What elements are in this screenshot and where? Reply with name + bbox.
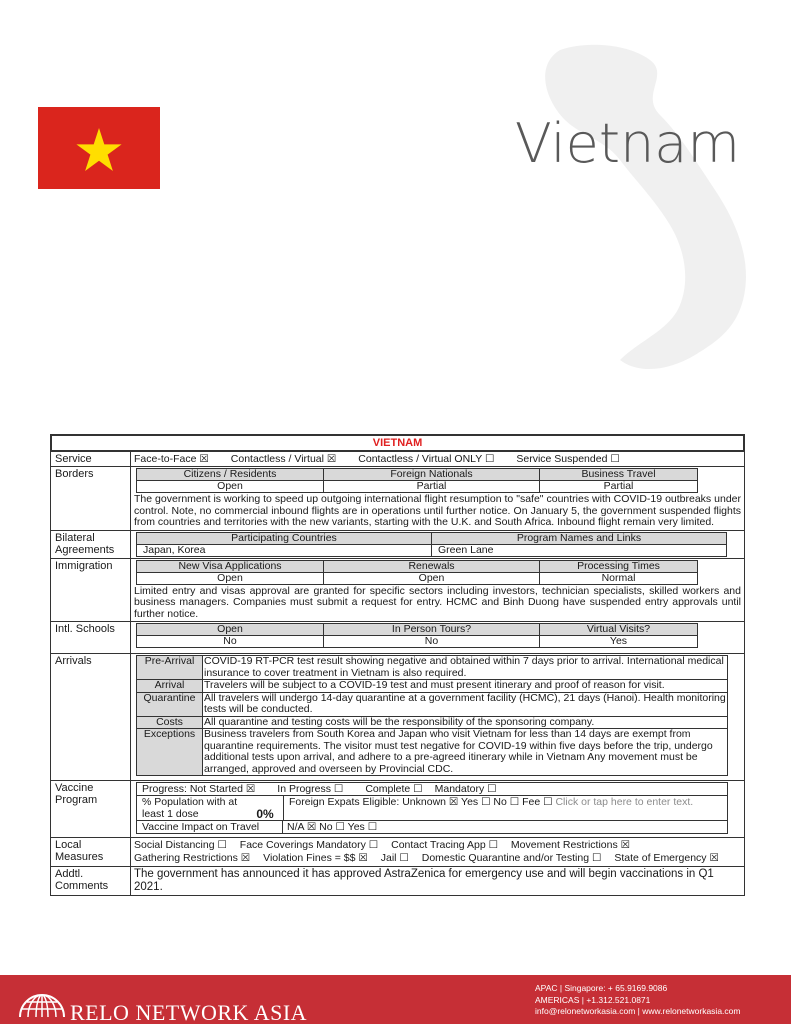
expats-eligibility[interactable]: Foreign Expats Eligible: Unknown ☒ Yes ☐ No ☐ Fee ☐ <box>289 796 553 808</box>
cell-value: Open <box>136 573 324 585</box>
cell-value: No <box>324 636 540 648</box>
cell-value: Open <box>324 573 540 585</box>
column-header: Renewals <box>324 560 540 573</box>
local-measures-row <box>51 837 744 866</box>
schools-grid <box>136 623 702 648</box>
contact-line: APAC | Singapore: + 65.9169.9086 <box>535 983 668 993</box>
footer-contact <box>535 983 740 1018</box>
row-label: Immigration <box>51 559 131 622</box>
arrival-value: Travelers will be subject to a COVID-19 test and must present itinerary and proof of reason for visit. <box>203 679 727 692</box>
contact-line[interactable]: info@relonetworkasia.com | www.relonetworkasia.com <box>535 1006 741 1016</box>
arrival-value: Business travelers from South Korea and Japan who visit Vietnam for less than 14 days are exempt from quarantine requirements. The visitor must test negative for COVID-19 within five days before the trip, undergo additional tests upon arrival, and adhere to a pre-agreed itinerary while in Vietnam Any movement must be arranged, approved and overseen by Provincial CDC. <box>203 728 727 775</box>
row-label: Local Measures <box>51 838 131 866</box>
vaccine-progress-option[interactable]: In Progress ☐ <box>277 783 344 795</box>
measure-option[interactable]: Face Coverings Mandatory ☐ <box>239 839 379 851</box>
measure-option[interactable]: Gathering Restrictions ☒ <box>134 852 251 864</box>
arrival-value: All travelers will undergo 14-day quarantine at a government facility (HCMC), 21 days (Hanoi). Health monitoring tests will be conducted. <box>204 691 726 715</box>
row-label: Addtl. Comments <box>51 867 131 895</box>
arrival-value: COVID-19 RT-PCR test result showing negative and obtained within 7 days prior to arrival. International medical insurance to cover treatment in Vietnam is also required. <box>204 655 724 679</box>
arrival-key: Arrival <box>137 679 203 692</box>
column-header: Processing Times <box>540 560 698 573</box>
population-label: % Population with at least 1 dose <box>142 796 238 820</box>
impact-label: Vaccine Impact on Travel <box>137 821 283 833</box>
arrivals-row <box>51 653 744 780</box>
arrival-key: Costs <box>137 716 203 729</box>
brand-name: RELO NETWORK ASIA <box>70 1000 308 1025</box>
cell-value: Yes <box>540 636 698 648</box>
cell-value: Japan, Korea <box>136 545 432 557</box>
expats-text-field[interactable]: Click or tap here to enter text. <box>555 796 694 808</box>
arrival-value: All quarantine and testing costs will be the responsibility of the sponsoring company. <box>203 716 727 729</box>
measure-option[interactable]: Jail ☐ <box>380 852 409 864</box>
bilateral-grid <box>136 532 727 557</box>
column-header: Virtual Visits? <box>540 623 698 636</box>
service-option[interactable]: Service Suspended ☐ <box>516 453 620 465</box>
arrival-key: Quarantine <box>137 692 203 716</box>
borders-grid <box>136 468 702 493</box>
cell-value: Partial <box>324 481 540 493</box>
vaccine-grid <box>136 782 728 834</box>
arrival-key: Pre-Arrival <box>137 656 203 679</box>
service-option[interactable]: Contactless / Virtual ☒ <box>230 453 337 465</box>
vaccine-progress-option[interactable]: Mandatory ☐ <box>434 783 497 795</box>
column-header: Program Names and Links <box>432 532 727 545</box>
column-header: Foreign Nationals <box>324 468 540 481</box>
population-value: 0% <box>247 796 284 820</box>
measure-option[interactable]: Violation Fines = $$ ☒ <box>263 852 368 864</box>
contact-line: AMERICAS | +1.312.521.0871 <box>535 994 651 1005</box>
arrivals-grid <box>136 655 728 776</box>
country-title: Vietnam <box>514 112 740 175</box>
bilateral-row <box>51 530 744 558</box>
measure-option[interactable]: Contact Tracing App ☐ <box>391 839 498 851</box>
column-header: In Person Tours? <box>324 623 540 636</box>
vaccine-row <box>51 780 744 837</box>
row-label: Service <box>51 452 131 466</box>
measure-option[interactable]: State of Emergency ☒ <box>614 852 719 864</box>
immigration-grid <box>136 560 702 585</box>
column-header: Business Travel <box>540 468 698 481</box>
row-label: Bilateral Agreements <box>51 531 131 558</box>
measure-option[interactable]: Movement Restrictions ☒ <box>510 839 631 851</box>
country-status-table <box>50 434 745 896</box>
column-header: New Visa Applications <box>136 560 324 573</box>
vietnam-flag <box>38 107 160 189</box>
vaccine-progress-option[interactable]: Progress: Not Started ☒ <box>142 783 256 795</box>
column-header: Citizens / Residents <box>136 468 324 481</box>
vaccine-progress-option[interactable]: Complete ☐ <box>365 783 423 795</box>
service-option[interactable]: Contactless / Virtual ONLY ☐ <box>358 453 495 465</box>
immigration-note: Limited entry and visas approval are granted for specific sectors including investors, technician specialists, skilled workers and business managers. Companies must submit a request for entry. HCMC and Binh Duong have suspended entry approvals until further notice. <box>134 584 741 620</box>
column-header: Open <box>136 623 324 636</box>
comments-row <box>51 866 744 895</box>
cell-value: Green Lane <box>432 545 727 557</box>
immigration-row <box>51 558 744 622</box>
globe-icon <box>14 979 70 1021</box>
service-row <box>51 451 744 466</box>
column-header: Participating Countries <box>136 532 432 545</box>
row-label: Vaccine Program <box>51 781 131 837</box>
row-label: Borders <box>51 467 131 530</box>
borders-row <box>51 466 744 530</box>
vietnam-map-silhouette <box>520 40 760 380</box>
cell-value: No <box>136 636 324 648</box>
impact-value[interactable]: N/A ☒ No ☐ Yes ☐ <box>287 821 378 833</box>
service-option[interactable]: Face-to-Face ☒ <box>134 453 209 465</box>
table-title: VIETNAM <box>51 435 744 451</box>
measure-option[interactable]: Social Distancing ☐ <box>134 839 227 851</box>
arrival-key: Exceptions <box>137 728 203 775</box>
cell-value: Partial <box>540 481 698 493</box>
cell-value: Normal <box>540 573 698 585</box>
row-label: Arrivals <box>51 654 131 780</box>
comments-text: The government has announced it has approved AstraZenica for emergency use and will begin vaccinations in Q1 2021. <box>134 868 714 893</box>
row-label: Intl. Schools <box>51 622 131 653</box>
measure-option[interactable]: Domestic Quarantine and/or Testing ☐ <box>421 852 602 864</box>
cell-value: Open <box>136 481 324 493</box>
schools-row <box>51 621 744 653</box>
borders-note: The government is working to speed up outgoing international flight resumption to "safe" countries with COVID-19 outbreaks under control. Note, no commercial inbound flights are in operations until further notice. On January 5, the government suspended flights from countries and territories with the new variants, starting with the U.K. and South Africa. Inbound flight remain very limited. <box>134 493 741 528</box>
